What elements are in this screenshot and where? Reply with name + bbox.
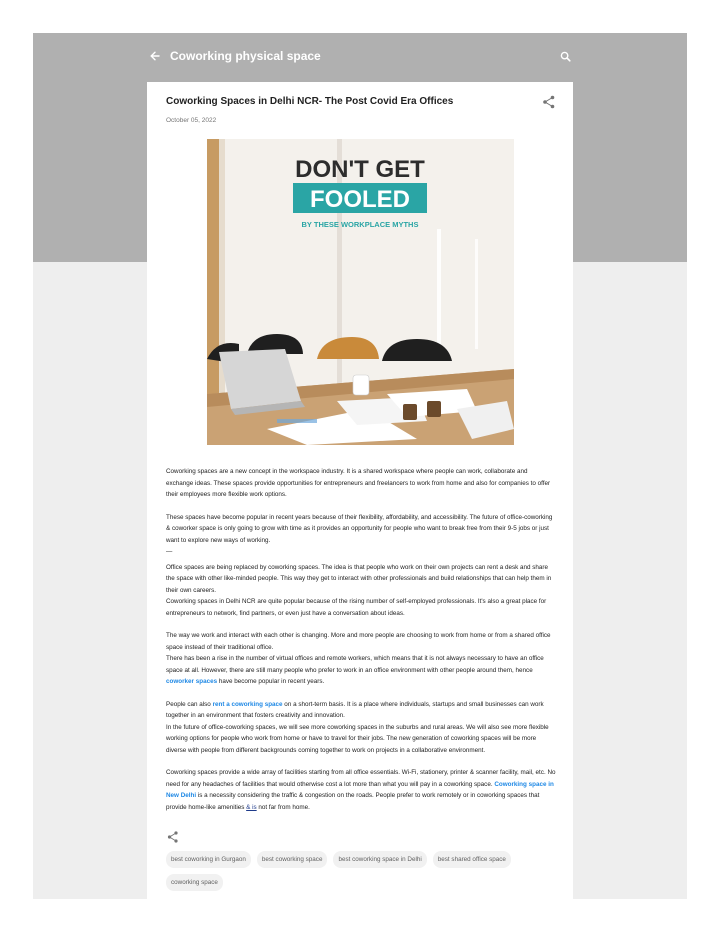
link-rent-coworking-space[interactable]: rent a coworking space	[212, 700, 283, 708]
hero-line-3: BY THESE WORKPLACE MYTHS	[301, 220, 419, 229]
share-icon[interactable]	[541, 94, 557, 110]
paragraph: There has been a rise in the number of virtual offices and remote workers, which means that it is not always necessary to have an office space at all. However, there are still many people who prefer to work in an office environment with other people around them, hence coworker spaces have become popular in recent years.	[166, 655, 544, 685]
paragraph: People can also rent a coworking space on a short-term basis. It is a place where individuals, startups and small businesses can work together in an environment that fosters creativity and innovation.	[166, 700, 544, 719]
post-date: October 05, 2022	[166, 117, 217, 124]
link-and-is[interactable]: & is	[246, 803, 257, 811]
paragraph: Coworking spaces in Delhi NCR are quite popular because of the rising number of self-employed professionals. It's also a great place for entrepreneurs to network, find partners, or even just have a conversation about ideas.	[166, 598, 547, 617]
paragraph: The way we work and interact with each other is changing. More and more people are choosing to work from home or from a shared office space instead of their traditional office.	[166, 632, 551, 651]
paragraph: Office spaces are being replaced by coworking spaces. The idea is that people who work on their own projects can rent a desk and share the space with other like-minded people. This way they get to interact with other professionals and build relationships that can help them in their own careers.	[166, 563, 552, 594]
search-icon[interactable]	[556, 47, 574, 65]
label-chip[interactable]: coworking space	[166, 874, 223, 891]
post-card	[147, 82, 573, 899]
label-chip[interactable]: best coworking space in Delhi	[333, 851, 426, 868]
post-title: Coworking Spaces in Delhi NCR- The Post Covid Era Offices	[166, 96, 454, 107]
link-coworking-space-new-delhi[interactable]: Coworking space in New Delhi	[166, 780, 554, 799]
paragraph: Coworking spaces provide a wide array of facilities starting from all office essentials. Wi-Fi, stationery, printer & scanner facility, mail, etc. No need for any headaches of facilities that would otherwise cost a lot more than what you will pay in a coworking space. Coworking space in New Delhi is a necessity considering the traffic & congestion on the roads. People prefer to work remotely or in coworking spaces that provide home-like amenities & is not far from home.	[166, 769, 556, 811]
post-labels	[166, 851, 566, 891]
share-icon[interactable]	[166, 830, 180, 844]
label-chip[interactable]: best coworking in Gurgaon	[166, 851, 251, 868]
paragraph: Coworking spaces are a new concept in the workspace industry. It is a shared workspace where people can work, collaborate and exchange ideas. These spaces provide opportunities for entrepreneurs and freelancers to work from home and also for companies to offer their employees more flexible work options.	[166, 468, 551, 498]
label-chip[interactable]: best shared office space	[433, 851, 511, 868]
top-app-bar	[146, 45, 574, 67]
hero-image	[207, 139, 514, 445]
paragraph: These spaces have become popular in recent years because of their flexibility, affordability, and accessibility. The future of office-coworking & coworker space is only going to grow with time as it provides an opportunity for people who want to break free from their 9-5 jobs or just want to explore new ways of working. —	[166, 513, 553, 555]
blog-title[interactable]: Coworking physical space	[170, 49, 321, 63]
link-coworker-spaces[interactable]: coworker spaces	[166, 678, 218, 685]
paragraph: In the future of office-coworking spaces, we will see more coworking spaces in the suburbs and rural areas. We will also see more flexible working options for people who work from home or have to travel for their jobs. The new generation of coworking spaces will be more diverse with people from different backgrounds coming together to work on projects in a collaborative environment.	[166, 723, 549, 754]
hero-line-1: DON'T GET	[295, 156, 425, 183]
post-body	[166, 466, 556, 817]
arrow-left-icon[interactable]	[146, 47, 164, 65]
label-chip[interactable]: best coworking space	[257, 851, 328, 868]
hero-line-2: FOOLED	[310, 186, 410, 213]
